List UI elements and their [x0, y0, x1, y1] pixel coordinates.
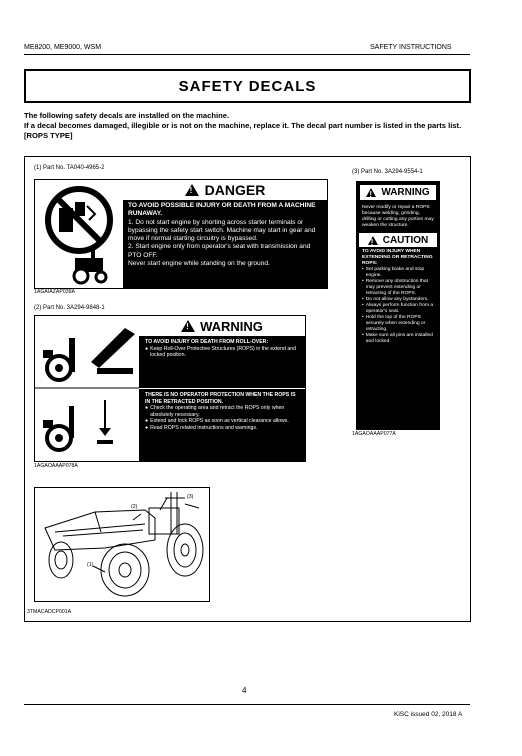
- rops-side-decal: [356, 181, 440, 430]
- rops-pictograms: [35, 316, 139, 461]
- warning-bullet-4: Read ROPS related instructions and warnings.: [150, 424, 258, 431]
- header-doc-id: ME8200, ME9000, WSM: [24, 44, 102, 51]
- intro-line1: The following safety decals are installed on the machine.: [24, 111, 230, 120]
- page-title: [24, 69, 471, 103]
- danger-heading: TO AVOID POSSIBLE INJURY OR DEATH FROM A MACHINE RUNAWAY.: [128, 202, 316, 218]
- warning-heading-2: THERE IS NO OPERATOR PROTECTION WHEN THE ROPS IS IN THE RETRACTED POSITION.: [145, 392, 296, 405]
- side-warning-word: WARNING: [381, 187, 430, 198]
- warning-heading-1: TO AVOID INJURY OR DEATH FROM ROLL-OVER:: [145, 339, 269, 345]
- callout-1: (1): [87, 562, 94, 568]
- danger-item-2: 2. Start engine only from operator's seat with transmission and PTO OFF.: [128, 243, 311, 259]
- warning-text-panel: [139, 316, 305, 461]
- rops-icon: [35, 316, 139, 461]
- side-bullet-3: Do not allow any bystanders.: [365, 297, 429, 302]
- header-section: SAFETY INSTRUCTIONS: [370, 44, 452, 51]
- footer-rule: [24, 704, 470, 705]
- side-bullet-5: Hold the top of the ROPS securely when extending or retracting.: [365, 315, 426, 332]
- page-number: 4: [242, 686, 247, 695]
- warning-bullet-2: Check the operating area and retract the ROPS only when absolutely necessary.: [150, 405, 285, 418]
- decal3-code: 1AGAOAAAP077A: [352, 431, 396, 437]
- machine-illustration: [34, 487, 210, 602]
- danger-signal: [123, 180, 327, 200]
- callout-3: (3): [187, 494, 194, 500]
- danger-body: [123, 200, 327, 270]
- warning-signal: [139, 316, 305, 336]
- warning-word: WARNING: [200, 318, 263, 334]
- side-bullet-1: Set parking brake and stop engine.: [365, 267, 425, 278]
- danger-text-panel: [123, 180, 327, 288]
- machine-code: 3TMACADCP001A: [27, 609, 72, 615]
- side-caution-signal: [359, 233, 437, 247]
- warning-body-bottom: THERE IS NO OPERATOR PROTECTION WHEN THE ROPS IS IN THE RETRACTED POSITION. ● Check the operating area and retract the ROPS only when absolutely necessary. ● Extend and lock ROPS as soon as vertical clearance allows. ● Read ROPS related instructions and warnings.: [139, 389, 305, 435]
- alert-triangle-icon: [185, 184, 199, 196]
- decal3-caption: (3) Part No. 3A294-9554-1: [352, 169, 423, 175]
- side-warning-text: Never modify or repair a ROPS because welding, grinding, drilling or cutting any portion may weaken the structure.: [362, 205, 434, 228]
- intro-line3: [ROPS TYPE]: [24, 131, 73, 140]
- side-bullet-2: Remove any obstruction that may prevent extending or retracting of the ROPS.: [365, 279, 428, 296]
- page-title-text: SAFETY DECALS: [178, 77, 317, 95]
- warning-body-top: TO AVOID INJURY OR DEATH FROM ROLL-OVER: ● Keep Roll-Over Protective Structures (ROPS) in the extend and locked position.: [139, 336, 305, 389]
- danger-word: DANGER: [204, 182, 266, 198]
- side-caution-body: TO AVOID INJURY WHEN EXTENDING OR RETRACTING ROPS: • Set parking brake and stop engine. • Remove any obstruction that may prevent extending or retracting of the ROPS. • Do not allow any bystanders. • Always perform function from a operator's seat. • Hold the top of the ROPS securely when extending or retracting. • Make sure all pins are installed and locked.: [362, 249, 434, 344]
- intro-line2: If a decal becomes damaged, illegible or is not on the machine, replace it. The decal part number is listed in the parts list.: [24, 121, 462, 130]
- intro-text: [24, 111, 470, 141]
- tractor-icon: [35, 488, 209, 601]
- decal1-caption: (1) Part No. TA040-4965-2: [34, 165, 105, 171]
- side-warning-signal: [359, 184, 437, 201]
- side-bullet-6: Make sure all pins are installed and locked.: [365, 333, 433, 344]
- callout-2: (2): [131, 504, 138, 510]
- decal2-code: 1AGAOAAAP078A: [34, 463, 78, 469]
- warning-decal: [34, 315, 306, 462]
- runaway-pictogram: [35, 180, 123, 288]
- side-bullet-4: Always perform function from a operator's seat.: [365, 303, 434, 314]
- decal2-caption: (2) Part No. 3A294-9848-1: [34, 305, 105, 311]
- decal1-code: 1AGAIAZAP039A: [34, 289, 75, 295]
- side-caution-heading: TO AVOID INJURY WHEN EXTENDING OR RETRACTING ROPS:: [362, 249, 433, 266]
- warning-bullet-1: Keep Roll-Over Protective Structures (ROPS) in the extend and locked position.: [150, 345, 297, 359]
- alert-triangle-icon: [368, 236, 378, 245]
- alert-triangle-icon: [366, 188, 376, 197]
- side-caution-word: CAUTION: [382, 234, 429, 246]
- warning-bullet-3: Extend and lock ROPS as soon as vertical clearance allows.: [150, 418, 289, 425]
- danger-item-3: Never start engine while standing on the ground.: [128, 260, 270, 268]
- danger-item-1: 1. Do not start engine by shorting across starter terminals or bypassing the safety start switch. Machine may start in gear and move if normal starting circuitry is bypassed.: [128, 218, 316, 243]
- alert-triangle-icon: [181, 320, 195, 332]
- issue-label: KiSC issued 02, 2018 A: [394, 711, 463, 718]
- runaway-icon: [35, 180, 123, 288]
- danger-decal: [34, 179, 328, 289]
- header-rule: [24, 54, 470, 55]
